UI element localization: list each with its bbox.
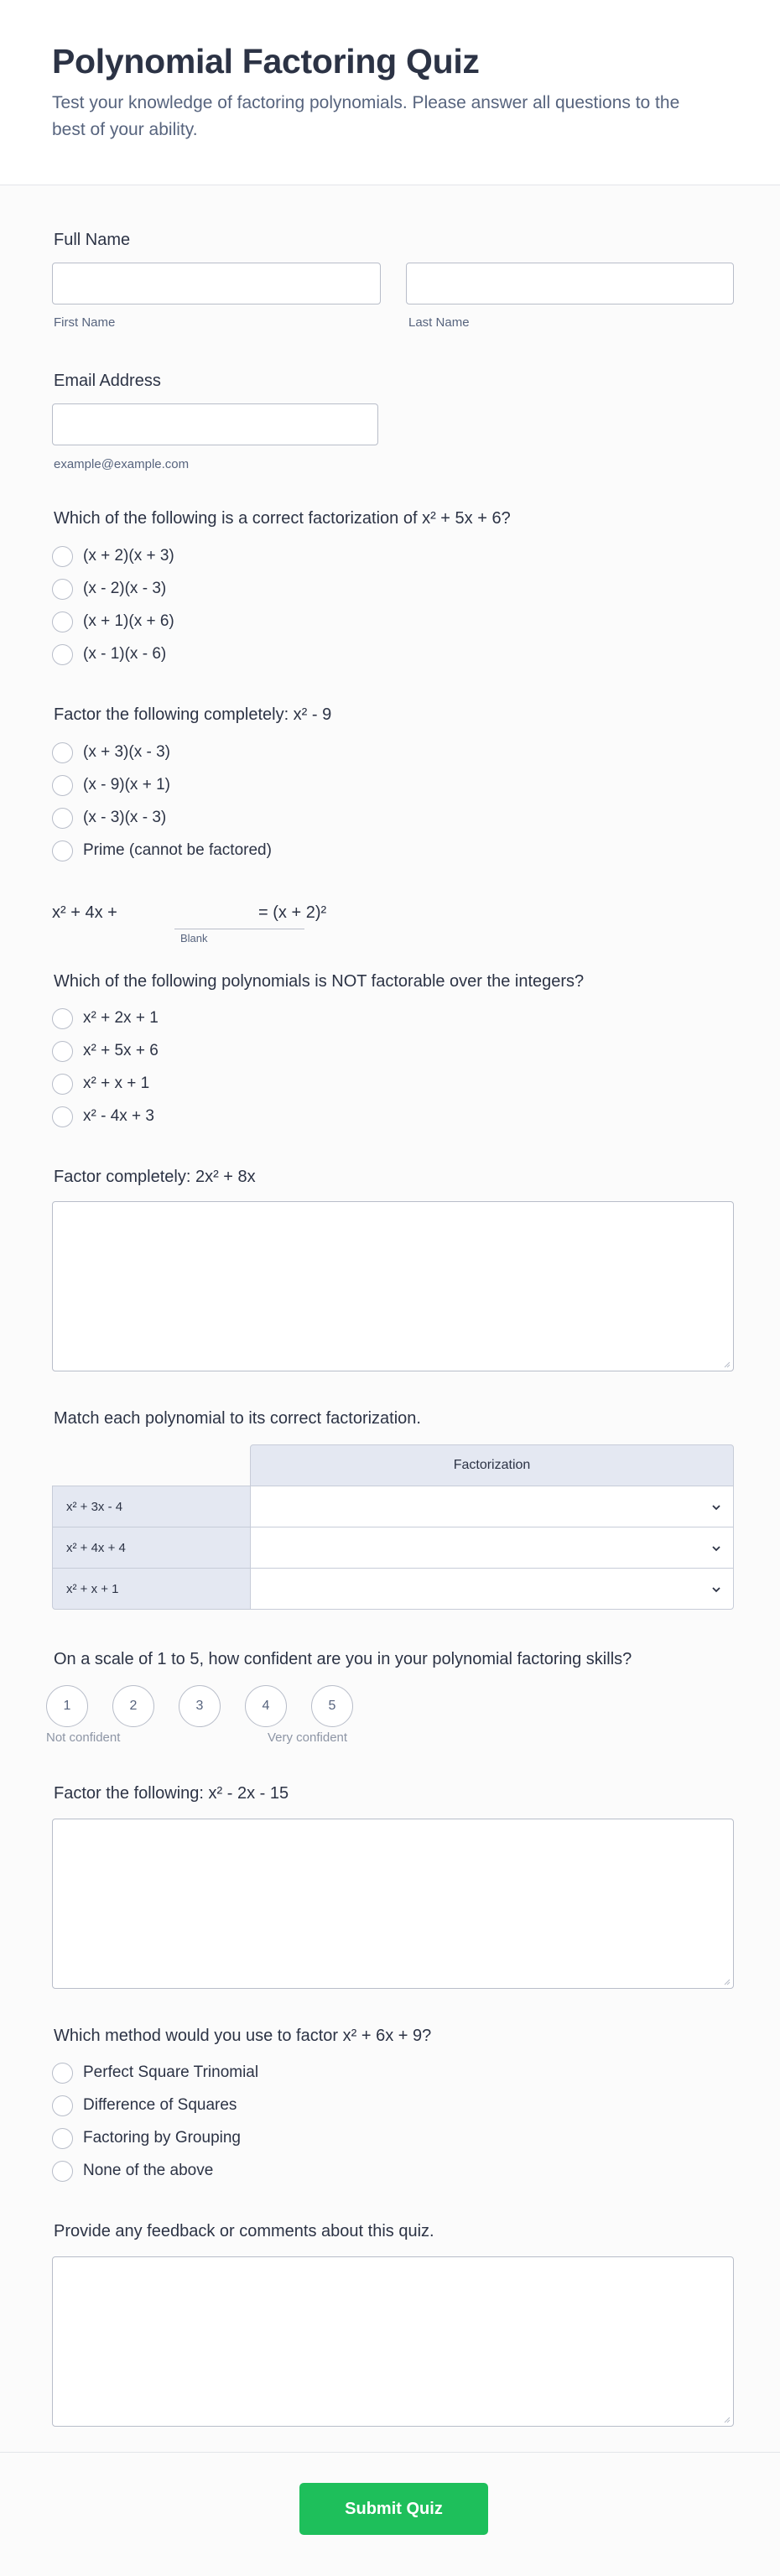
option-label: (x + 1)(x + 6) bbox=[83, 612, 174, 630]
page-subtitle: Test your knowledge of factoring polynomials. Please answer all questions to the best of your ability. bbox=[52, 93, 680, 139]
radio-button[interactable] bbox=[52, 808, 73, 829]
radio-button[interactable] bbox=[52, 1106, 73, 1127]
q9-option-2[interactable] bbox=[52, 2094, 237, 2117]
radio-button[interactable] bbox=[52, 2063, 73, 2084]
email-sublabel: example@example.com bbox=[54, 457, 190, 471]
radio-button[interactable] bbox=[52, 2128, 73, 2149]
option-label: (x + 3)(x - 3) bbox=[83, 743, 170, 761]
option-label: (x - 2)(x - 3) bbox=[83, 580, 167, 597]
scale-option-3[interactable]: 3 bbox=[179, 1685, 221, 1727]
option-label: Factoring by Grouping bbox=[83, 2129, 241, 2147]
submit-button[interactable]: Submit Quiz bbox=[299, 2483, 488, 2535]
chevron-down-icon bbox=[711, 1543, 721, 1553]
option-label: Perfect Square Trinomial bbox=[83, 2063, 259, 2081]
matrix-row-label: x² + x + 1 bbox=[52, 1568, 251, 1610]
q3-blank-label: Blank bbox=[180, 932, 208, 945]
radio-button[interactable] bbox=[52, 2095, 73, 2116]
q1-question: Which of the following is a correct factorization of x² + 5x + 6? bbox=[54, 509, 511, 528]
matrix-row bbox=[52, 1527, 734, 1569]
q3-suffix: = (x + 2)² bbox=[258, 903, 327, 922]
matrix-select-2[interactable] bbox=[250, 1527, 734, 1569]
first-name-sublabel: First Name bbox=[54, 315, 116, 330]
q9-question: Which method would you use to factor x² + 6x + 9? bbox=[54, 2027, 432, 2045]
q10-textarea[interactable] bbox=[52, 2256, 734, 2427]
scale-option-2[interactable]: 2 bbox=[112, 1685, 154, 1727]
matrix-row-label: x² + 3x - 4 bbox=[52, 1486, 251, 1527]
footer-divider bbox=[0, 2452, 780, 2453]
q2-option-2[interactable] bbox=[52, 773, 170, 797]
option-label: Prime (cannot be factored) bbox=[83, 841, 272, 859]
radio-button[interactable] bbox=[52, 579, 73, 600]
form-header bbox=[0, 0, 780, 185]
matrix-row bbox=[52, 1486, 734, 1527]
option-label: x² - 4x + 3 bbox=[83, 1107, 154, 1125]
scale-high-caption: Very confident bbox=[268, 1730, 348, 1745]
matrix-row bbox=[52, 1568, 734, 1610]
q5-question: Factor completely: 2x² + 8x bbox=[54, 1168, 256, 1186]
option-label: (x - 3)(x - 3) bbox=[83, 809, 167, 826]
q7-question: On a scale of 1 to 5, how confident are you in your polynomial factoring skills? bbox=[54, 1650, 632, 1668]
q10-question: Provide any feedback or comments about this quiz. bbox=[54, 2222, 434, 2240]
q8-textarea[interactable] bbox=[52, 1819, 734, 1989]
q9-option-1[interactable] bbox=[52, 2061, 258, 2084]
q2-option-4[interactable] bbox=[52, 839, 272, 862]
email-label: Email Address bbox=[54, 372, 161, 390]
option-label: x² + 2x + 1 bbox=[83, 1009, 159, 1027]
q9-option-4[interactable] bbox=[52, 2159, 213, 2183]
option-label: None of the above bbox=[83, 2162, 214, 2179]
radio-button[interactable] bbox=[52, 840, 73, 861]
page-title: Polynomial Factoring Quiz bbox=[52, 42, 480, 81]
q5-textarea[interactable] bbox=[52, 1201, 734, 1371]
q1-option-4[interactable] bbox=[52, 643, 166, 666]
full-name-label: Full Name bbox=[54, 231, 131, 249]
resize-grip-icon[interactable] bbox=[722, 1360, 731, 1368]
radio-button[interactable] bbox=[52, 611, 73, 632]
q4-option-1[interactable] bbox=[52, 1007, 159, 1030]
radio-button[interactable] bbox=[52, 546, 73, 567]
option-label: x² + x + 1 bbox=[83, 1075, 150, 1092]
q4-option-3[interactable] bbox=[52, 1072, 149, 1095]
matrix-column-header: Factorization bbox=[250, 1444, 734, 1486]
q9-option-3[interactable] bbox=[52, 2126, 241, 2150]
q4-option-4[interactable] bbox=[52, 1105, 154, 1128]
radio-button[interactable] bbox=[52, 1074, 73, 1095]
q2-option-3[interactable] bbox=[52, 806, 166, 830]
radio-button[interactable] bbox=[52, 644, 73, 665]
resize-grip-icon[interactable] bbox=[722, 2415, 731, 2423]
q1-option-2[interactable] bbox=[52, 577, 166, 601]
radio-button[interactable] bbox=[52, 775, 73, 796]
radio-button[interactable] bbox=[52, 1041, 73, 1062]
scale-option-1[interactable]: 1 bbox=[46, 1685, 88, 1727]
option-label: (x - 9)(x + 1) bbox=[83, 776, 170, 794]
option-label: Difference of Squares bbox=[83, 2096, 237, 2114]
last-name-input[interactable] bbox=[406, 263, 734, 304]
resize-grip-icon[interactable] bbox=[722, 1977, 731, 1985]
scale-low-caption: Not confident bbox=[46, 1730, 121, 1745]
radio-button[interactable] bbox=[52, 2161, 73, 2182]
q3-prefix: x² + 4x + bbox=[52, 903, 117, 922]
q2-option-1[interactable] bbox=[52, 741, 170, 764]
matrix-select-1[interactable] bbox=[250, 1486, 734, 1527]
chevron-down-icon bbox=[711, 1502, 721, 1512]
radio-button[interactable] bbox=[52, 742, 73, 763]
q2-question: Factor the following completely: x² - 9 bbox=[54, 705, 332, 724]
email-input[interactable] bbox=[52, 403, 378, 445]
option-label: x² + 5x + 6 bbox=[83, 1042, 159, 1059]
q8-question: Factor the following: x² - 2x - 15 bbox=[54, 1784, 289, 1803]
q4-option-2[interactable] bbox=[52, 1039, 159, 1063]
q6-question: Match each polynomial to its correct factorization. bbox=[54, 1409, 421, 1428]
q1-option-3[interactable] bbox=[52, 610, 174, 633]
option-label: (x - 1)(x - 6) bbox=[83, 645, 167, 663]
last-name-sublabel: Last Name bbox=[408, 315, 470, 330]
matrix-select-3[interactable] bbox=[250, 1568, 734, 1610]
q4-question: Which of the following polynomials is NOT factorable over the integers? bbox=[54, 972, 585, 991]
q1-option-1[interactable] bbox=[52, 544, 174, 568]
scale-option-5[interactable]: 5 bbox=[311, 1685, 353, 1727]
chevron-down-icon bbox=[711, 1585, 721, 1595]
first-name-input[interactable] bbox=[52, 263, 381, 304]
option-label: (x + 2)(x + 3) bbox=[83, 547, 174, 565]
radio-button[interactable] bbox=[52, 1008, 73, 1029]
scale-option-4[interactable]: 4 bbox=[245, 1685, 287, 1727]
matrix-row-label: x² + 4x + 4 bbox=[52, 1527, 251, 1569]
